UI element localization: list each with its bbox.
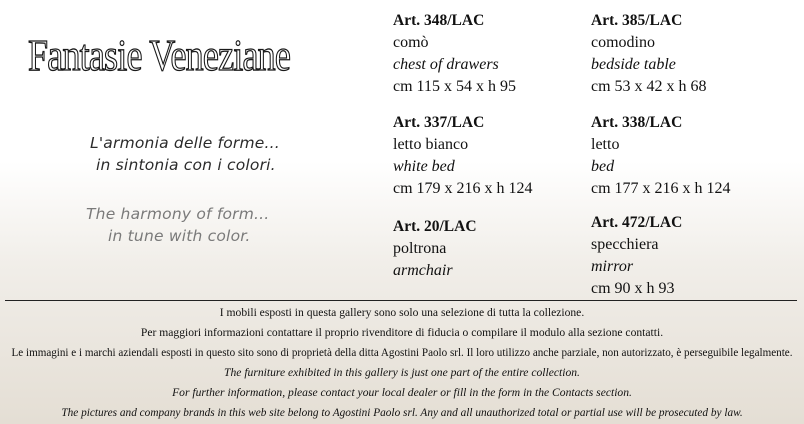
article-name-it: specchiera <box>591 236 659 253</box>
article-code: Art. 348/LAC <box>393 12 485 29</box>
article-name-it: letto <box>591 136 620 153</box>
tagline-line: L'armonia delle forme... <box>90 134 280 152</box>
article-code: Art. 472/LAC <box>591 214 683 231</box>
article-dimensions: cm 90 x h 93 <box>591 280 675 297</box>
brand-title: Fantasie Veneziane <box>28 31 291 80</box>
note-line-it: I mobili esposti in questa gallery sono solo una selezione di tutta la collezione. <box>219 306 585 319</box>
tagline-italian <box>60 132 300 176</box>
article-name-it: poltrona <box>393 240 447 257</box>
article-472 <box>591 212 682 300</box>
article-338 <box>591 112 731 200</box>
note-line-en: The furniture exhibited in this gallery is just one part of the entire collection. <box>224 366 580 379</box>
note-line-it: Per maggiori informazioni contattare il proprio rivenditore di fiducia o compilare il modulo alla sezione contatti. <box>140 326 664 339</box>
note-line-it: Le immagini e i marchi aziendali esposti in questo sito sono di proprietà della ditta Agostini Paolo srl. Il loro utilizzo anche parziale, non autorizzato, è perseguibile legalmente. <box>11 347 793 359</box>
article-name-it: letto bianco <box>393 136 469 153</box>
article-name-it: comodino <box>591 34 655 51</box>
article-dimensions: cm 179 x 216 x h 124 <box>393 180 533 197</box>
divider <box>5 300 797 301</box>
article-dimensions: cm 177 x 216 x h 124 <box>591 180 731 197</box>
article-name-it: comò <box>393 34 429 51</box>
article-name-en: chest of drawers <box>393 56 499 73</box>
note-line-en: The pictures and company brands in this web site belong to Agostini Paolo srl. Any and all unauthorized total or partial use will be prosecuted by law. <box>61 407 743 419</box>
article-385 <box>591 10 707 98</box>
article-code: Art. 20/LAC <box>393 218 477 235</box>
tagline-line: The harmony of form... <box>86 205 270 223</box>
article-348 <box>393 10 516 98</box>
article-code: Art. 385/LAC <box>591 12 683 29</box>
article-20 <box>393 216 477 282</box>
article-dimensions: cm 53 x 42 x h 68 <box>591 78 707 95</box>
article-name-en: bedside table <box>591 56 676 73</box>
tagline-line: in sintonia con i colori. <box>96 156 276 174</box>
article-name-en: mirror <box>591 258 634 275</box>
article-name-en: armchair <box>393 262 453 279</box>
legal-notes <box>0 303 804 423</box>
article-337 <box>393 112 533 200</box>
note-line-en: For further information, please contact your local dealer or fill in the form in the Contacts section. <box>172 386 632 399</box>
article-name-en: white bed <box>393 158 455 175</box>
article-dimensions: cm 115 x 54 x h 95 <box>393 78 516 95</box>
article-code: Art. 337/LAC <box>393 114 485 131</box>
article-code: Art. 338/LAC <box>591 114 683 131</box>
tagline-line: in tune with color. <box>108 227 251 245</box>
article-name-en: bed <box>591 158 615 175</box>
tagline-english <box>86 203 326 247</box>
